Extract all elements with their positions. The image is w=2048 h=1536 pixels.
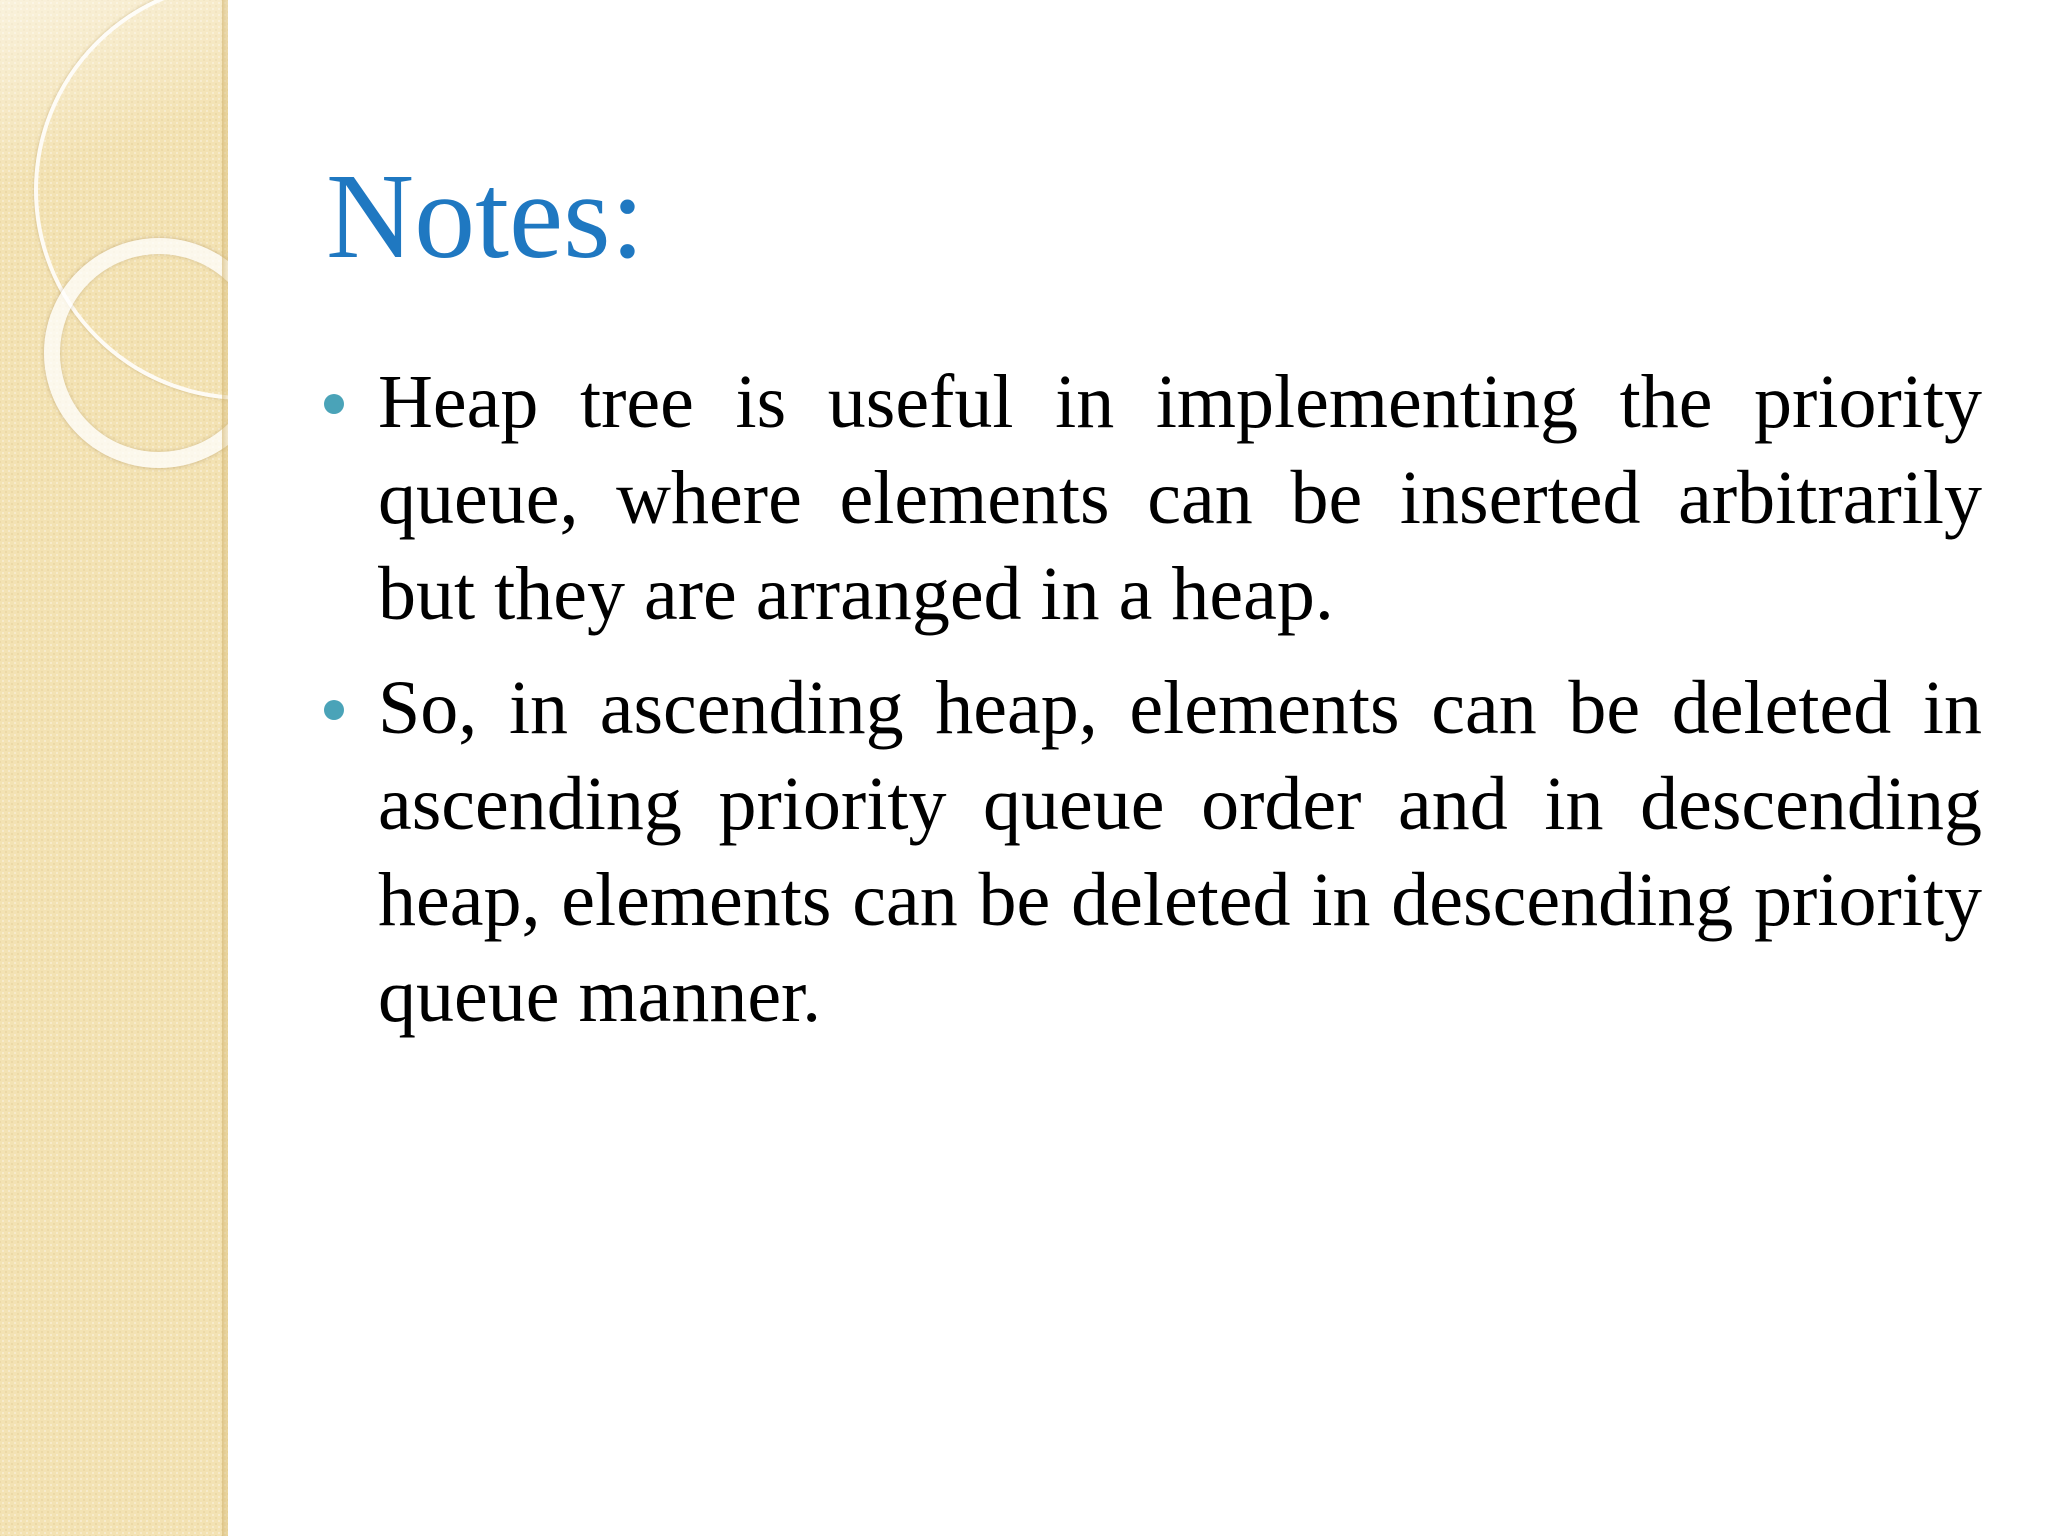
bullet-text: Heap tree is useful in implementing the priority queue, where elements can be inserted arbitrarily but they are arranged in a heap. bbox=[378, 360, 1982, 636]
decorative-sidebar bbox=[0, 0, 228, 1536]
sidebar-edge bbox=[222, 0, 228, 1536]
bullet-text: So, in ascending heap, elements can be deleted in ascending priority queue order and in descending heap, elements can be deleted in descending priority queue manner. bbox=[378, 666, 1982, 1038]
round-bullet-icon bbox=[324, 700, 344, 720]
bullet-item bbox=[318, 354, 1982, 642]
slide-title: Notes: bbox=[326, 149, 645, 284]
round-bullet-icon bbox=[324, 394, 344, 414]
bullet-list bbox=[318, 354, 1982, 1062]
bullet-item bbox=[318, 660, 1982, 1044]
